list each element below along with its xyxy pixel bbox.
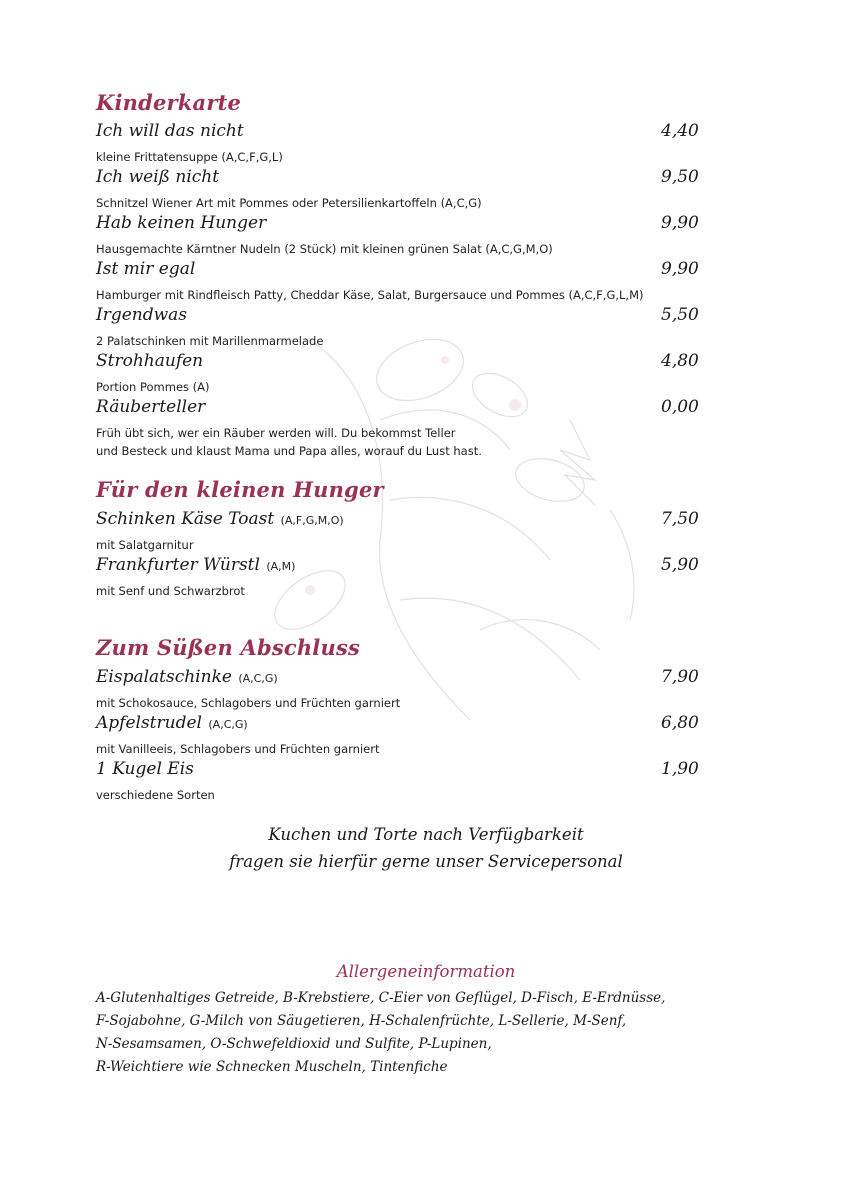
menu-item bbox=[96, 305, 706, 351]
item-description-line: und Besteck und klaust Mama und Papa alles, worauf du Lust hast. bbox=[96, 444, 482, 458]
allergen-info-line: N-Sesamsamen, O-Schwefeldioxid und Sulfite, P-Lupinen, bbox=[96, 1036, 492, 1052]
item-allergens: (A,C,G) bbox=[208, 718, 248, 731]
item-name: Strohhaufen bbox=[96, 351, 204, 371]
menu-item bbox=[96, 759, 706, 805]
menu-item bbox=[96, 509, 706, 555]
item-name: Hab keinen Hunger bbox=[96, 213, 267, 233]
item-allergens: (A,F,G,M,O) bbox=[280, 514, 344, 527]
item-description: mit Vanilleeis, Schlagobers und Früchten garniert bbox=[96, 742, 380, 756]
section-title-suesser-abschluss: Zum Süßen Abschluss bbox=[96, 635, 361, 660]
item-price: 7,90 bbox=[661, 667, 699, 687]
item-description: kleine Frittatensuppe (A,C,F,G,L) bbox=[96, 150, 283, 164]
item-description: Hamburger mit Rindfleisch Patty, Cheddar Käse, Salat, Burgersauce und Pommes (A,C,F,G,L,M) bbox=[96, 288, 644, 302]
item-description: verschiedene Sorten bbox=[96, 788, 215, 802]
section-title-kinderkarte: Kinderkarte bbox=[96, 90, 242, 115]
item-name: Apfelstrudel (A,C,G) bbox=[96, 713, 248, 733]
menu-item bbox=[96, 713, 706, 759]
item-name: Irgendwas bbox=[96, 305, 188, 325]
allergen-info-title: Allergeneinformation bbox=[336, 962, 516, 981]
menu-item bbox=[96, 259, 706, 305]
item-price: 5,50 bbox=[661, 305, 699, 325]
item-price: 9,90 bbox=[661, 213, 699, 233]
item-allergens: (A,C,G) bbox=[238, 672, 278, 685]
item-price: 0,00 bbox=[661, 397, 699, 417]
item-description: mit Schokosauce, Schlagobers und Früchten garniert bbox=[96, 696, 401, 710]
allergen-info-line: A-Glutenhaltiges Getreide, B-Krebstiere, C-Eier von Geflügel, D-Fisch, E-Erdnüsse, bbox=[96, 990, 666, 1006]
item-name: Ist mir egal bbox=[96, 259, 196, 279]
menu-item bbox=[96, 167, 706, 213]
item-description: Portion Pommes (A) bbox=[96, 380, 210, 394]
item-price: 6,80 bbox=[661, 713, 699, 733]
item-name: 1 Kugel Eis bbox=[96, 759, 194, 779]
item-price: 5,90 bbox=[661, 555, 699, 575]
item-price: 7,50 bbox=[661, 509, 699, 529]
allergen-info-line: R-Weichtiere wie Schnecken Muscheln, Tintenfiche bbox=[96, 1059, 448, 1075]
item-description-line: Früh übt sich, wer ein Räuber werden will. Du bekommst Teller bbox=[96, 426, 456, 440]
item-price: 9,50 bbox=[661, 167, 699, 187]
section-title-kleiner-hunger: Für den kleinen Hunger bbox=[96, 477, 384, 502]
item-name: Schinken Käse Toast (A,F,G,M,O) bbox=[96, 509, 344, 529]
item-name: Räuberteller bbox=[96, 397, 206, 417]
item-description: mit Salatgarnitur bbox=[96, 538, 194, 552]
item-name: Ich weiß nicht bbox=[96, 167, 220, 187]
cake-note-line: fragen sie hierfür gerne unser Servicepersonal bbox=[229, 852, 623, 871]
item-description: Hausgemachte Kärntner Nudeln (2 Stück) mit kleinen grünen Salat (A,C,G,M,O) bbox=[96, 242, 553, 256]
allergen-info-line: F-Sojabohne, G-Milch von Säugetieren, H-Schalenfrüchte, L-Sellerie, M-Senf, bbox=[96, 1013, 627, 1029]
cake-note-line: Kuchen und Torte nach Verfügbarkeit bbox=[268, 825, 584, 844]
item-price: 9,90 bbox=[661, 259, 699, 279]
menu-item bbox=[96, 121, 706, 167]
item-description: 2 Palatschinken mit Marillenmarmelade bbox=[96, 334, 324, 348]
item-price: 4,80 bbox=[661, 351, 699, 371]
menu-item bbox=[96, 397, 706, 461]
item-allergens: (A,M) bbox=[266, 560, 296, 573]
item-price: 1,90 bbox=[661, 759, 699, 779]
menu-item bbox=[96, 351, 706, 397]
menu-item bbox=[96, 555, 706, 601]
item-description: mit Senf und Schwarzbrot bbox=[96, 584, 245, 598]
menu-item bbox=[96, 667, 706, 713]
item-name: Frankfurter Würstl (A,M) bbox=[96, 555, 296, 575]
item-description: Schnitzel Wiener Art mit Pommes oder Petersilienkartoffeln (A,C,G) bbox=[96, 196, 482, 210]
item-name: Eispalatschinke (A,C,G) bbox=[96, 667, 278, 687]
item-price: 4,40 bbox=[661, 121, 699, 141]
item-name: Ich will das nicht bbox=[96, 121, 244, 141]
menu-item bbox=[96, 213, 706, 259]
item-description bbox=[96, 424, 482, 460]
